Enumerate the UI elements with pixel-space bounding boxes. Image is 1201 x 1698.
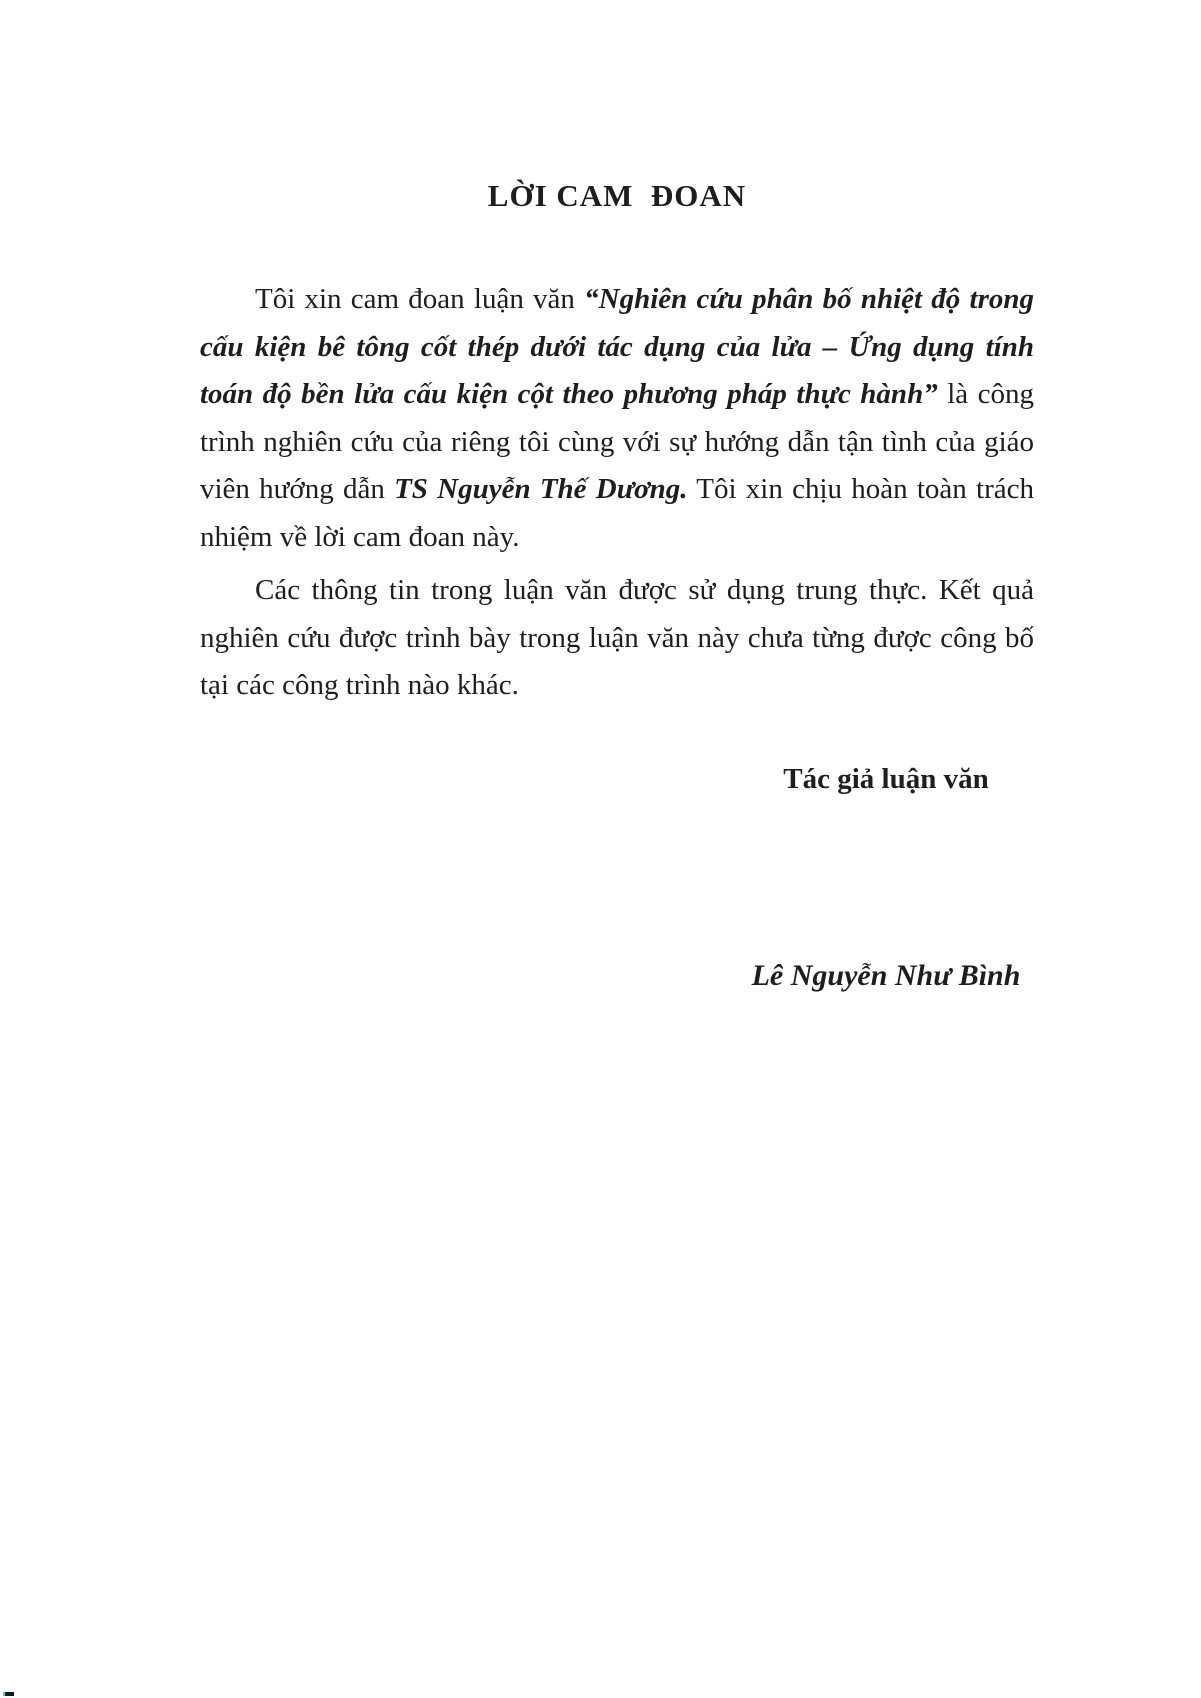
document-title: LỜI CAM ĐOAN xyxy=(487,178,747,213)
signature-block xyxy=(723,762,1049,993)
paragraph1-tail: Tôi xin chịu hoàn toàn trách nhiệm về lời cam đoan này. xyxy=(200,473,1034,553)
paragraph1-lead: Tôi xin cam đoan luận văn xyxy=(255,283,585,315)
integrity-paragraph: Các thông tin trong luận văn được sử dụng trung thực. Kết quả nghiên cứu được trình bày trong luận văn này chưa từng được công bố tại các công trình nào khác. xyxy=(200,574,1034,701)
text-block xyxy=(200,0,1034,993)
signature-author-name: Lê Nguyễn Như Bình xyxy=(751,958,1021,992)
advisor-name: TS Nguyễn Thế Dương. xyxy=(394,473,688,505)
declaration-paragraph xyxy=(200,276,1034,561)
signature-role-label: Tác giả luận văn xyxy=(783,762,989,795)
paragraph1-middle: là công trình nghiên cứu của riêng tôi cùng với sự hướng dẫn tận tình của giáo viên hướng dẫn xyxy=(200,378,1034,505)
scan-artifact-mark xyxy=(3,1692,14,1696)
thesis-title-quote: “Nghiên cứu phân bố nhiệt độ trong cấu kiện bê tông cốt thép dưới tác dụng của lửa – Ứng dụng tính toán độ bền lửa cấu kiện cột theo phương pháp thực hành” xyxy=(200,283,1034,410)
